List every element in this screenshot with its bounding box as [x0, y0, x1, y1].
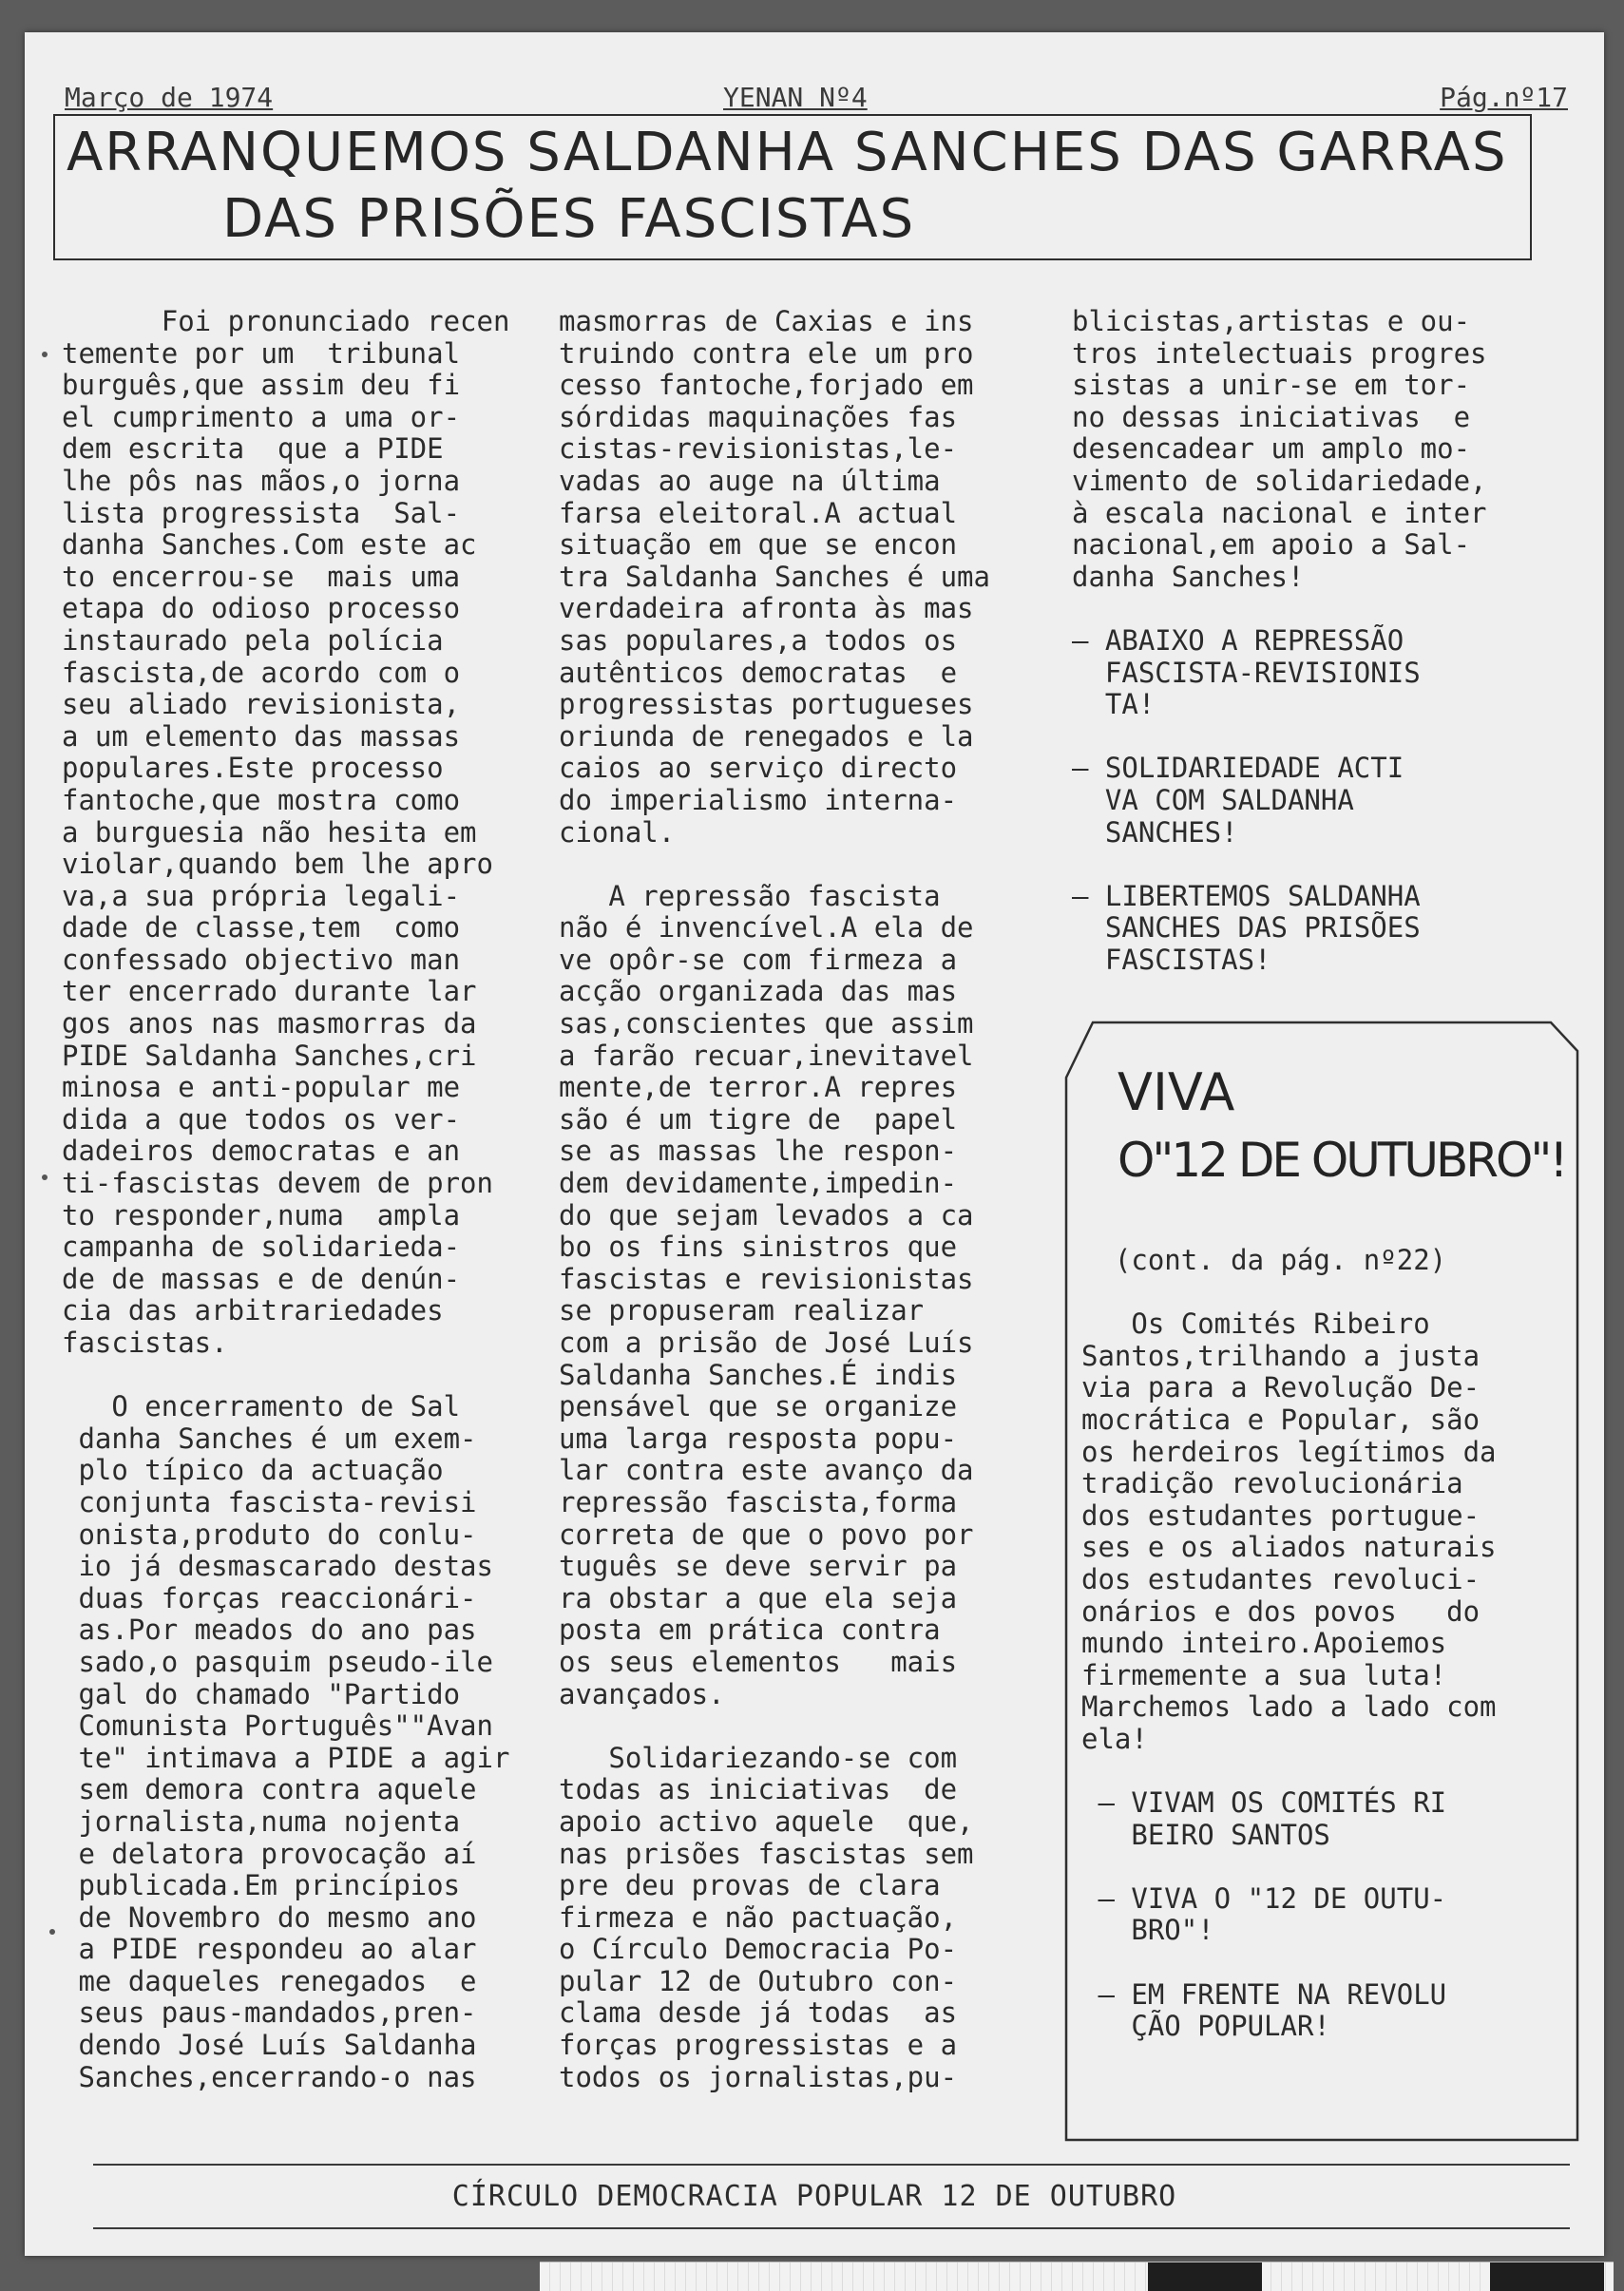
punch-mark — [49, 1929, 55, 1935]
article-column-3: blicistas,artistas e ou- tros intelectuais progres sistas a unir-se em tor- no dessas iniciativas e desencadear um amplo mo- vimento de solidariedade, à escala nacional e inter nacional,em apoio a Sal- danha Sanches! — ABAIXO A REPRESSÃO FASCISTA-REVISIONIS TA! — SOLIDARIEDADE ACTI VA COM SALDANHA SANCHES! — LIBERTEMOS SALDANHA SANCHES DAS PRISÕES FASCISTAS! — [1072, 305, 1487, 976]
boxed-article-text: (cont. da pág. nº22) Os Comités Ribeiro Santos,trilhando a justa via para a Revolução De- mocrática e Popular, são os herdeiros legítimos da tradição revolucionária dos estudantes portugue- ses e os aliados naturais dos estudantes revoluci- onários e dos povos do mundo inteiro.Apoiemos firmemente a sua luta! Marchemos lado a lado com ela! — VIVAM OS COMITÉS RI BEIRO SANTOS — VIVA O "12 DE OUTU- BRO"! — EM FRENTE NA REVOLU ÇÃO POPULAR! — [1081, 1244, 1497, 2043]
headline-line-2: DAS PRISÕES FASCISTAS — [222, 188, 916, 250]
footer-rule-bottom — [93, 2227, 1570, 2229]
scale-ruler — [540, 2262, 1614, 2291]
ruler-dark-segment — [1148, 2262, 1262, 2291]
document-page — [25, 32, 1604, 2256]
footer-organization: CÍRCULO DEMOCRACIA POPULAR 12 DE OUTUBRO — [451, 2180, 1177, 2213]
headline-line-1: ARRANQUEMOS SALDANHA SANCHES DAS GARRAS — [67, 122, 1508, 183]
article-column-1: Foi pronunciado recen temente por um tribunal burguês,que assim deu fi el cumprimento a uma or- dem escrita que a PIDE lhe pôs nas mãos,o jorna lista progressista Sal- danha Sanches.Com este ac to encerrou-se mais uma etapa do odioso processo instaurado pela polícia fascista,de acordo com o seu aliado revisionista, a um elemento das massas populares.Este processo fantoche,que mostra como a burguesia não hesita em violar,quando bem lhe apro va,a sua própria legali- dade de classe,tem como confessado objectivo man ter encerrado durante lar gos anos nas masmorras da PIDE Saldanha Sanches,cri minosa e anti-popular me dida a que todos os ver- dadeiros democratas e an ti-fascistas devem de pron to responder,numa ampla campanha de solidarieda- de de massas e de denún- cia das arbitrariedades fascistas. O encerramento de Sal danha Sanches é um exem- plo típico da actuação conjunta fascista-revisi onista,produto do conlu- io já desmascarado destas duas forças reaccionári- as.Por meados do ano pas sado,o pasquim pseudo-ile gal do chamado "Partido Comunista Português""Avan te" intimava a PIDE a agir sem demora contra aquele jornalista,numa nojenta e delatora provocação aí publicada.Em princípios de Novembro do mesmo ano a PIDE respondeu ao alar me daqueles renegados e seus paus-mandados,pren- dendo José Luís Saldanha Sanches,encerrando-o nas — [62, 305, 510, 2093]
article-column-2: masmorras de Caxias e ins truindo contra ele um pro cesso fantoche,forjado em sórdidas maquinações fas cistas-revisionistas,le- vadas ao auge na última farsa eleitoral.A actual situação em que se encon tra Saldanha Sanches é uma verdadeira afronta às mas sas populares,a todos os autênticos democratas e progressistas portugueses oriunda de renegados e la caios ao serviço directo do imperialismo interna- cional. A repressão fascista não é invencível.A ela de ve opôr-se com firmeza a acção organizada das mas sas,conscientes que assim a farão recuar,inevitavel mente,de terror.A repres são é um tigre de papel se as massas lhe respon- dem devidamente,impedin- do que sejam levados a ca bo os fins sinistros que fascistas e revisionistas se propuseram realizar com a prisão de José Luís Saldanha Sanches.É indis pensável que se organize uma larga resposta popu- lar contra este avanço da repressão fascista,forma correta de que o povo por tuguês se deve servir pa ra obstar a que ela seja posta em prática contra os seus elementos mais avançados. Solidariezando-se com todas as iniciativas de apoio activo aquele que, nas prisões fascistas sem pre deu provas de clara firmeza e não pactuação, o Círculo Democracia Po- pular 12 de Outubro con- clama desde já todas as forças progressistas e a todos os jornalistas,pu- — [559, 305, 990, 2093]
box-heading-12-de-outubro: O"12 DE OUTUBRO"! — [1118, 1133, 1566, 1188]
ruler-dark-segment — [1490, 2262, 1604, 2291]
issue-date: Março de 1974 — [65, 82, 274, 113]
footer-rule-top — [93, 2164, 1570, 2166]
punch-mark — [42, 1174, 48, 1180]
page-number: Pág.nº17 — [1440, 82, 1568, 113]
headline-box — [53, 114, 1532, 260]
box-heading-viva: VIVA — [1118, 1062, 1235, 1122]
issue-number: YENAN Nº4 — [723, 82, 868, 113]
punch-mark — [42, 352, 48, 357]
